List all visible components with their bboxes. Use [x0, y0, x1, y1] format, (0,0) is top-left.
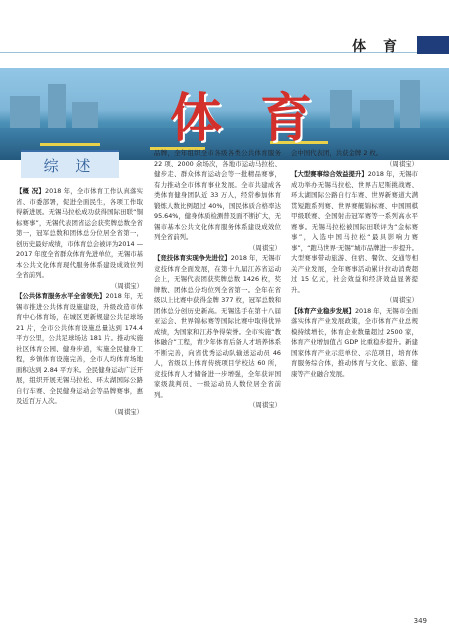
section-header-title: 体 育 — [352, 39, 403, 55]
author-signature: （周祺宝） — [386, 296, 418, 304]
paragraph-text: 2018 年，无锡市推进公共体育设施建设，升级改造市体育中心体育场，在城区更新规建公共足球场 21 片，全市公共体育设施总量达到 174.4 平方公里，公共足球场达 181 片。推动实施社区体育公园、健身步道，实施全民健身工程，乡镇体育设施完善，全市人均体育场地面积达到 2.84 平方米。全民健身运动广泛开展，组织开展无锡马拉松、环太湖国际公路自行车赛、全民健身运动会等品牌赛事，惠及近百万人次。 — [16, 292, 144, 405]
article-paragraph — [291, 169, 418, 306]
paragraph-heading: 【大型赛事综合效益提升】 — [291, 170, 368, 178]
article-paragraph — [16, 186, 143, 291]
article-paragraph — [291, 148, 418, 169]
paragraph-text: 会中国代表团，共获金牌 2 枚。 — [291, 149, 383, 157]
text-column-1 — [16, 186, 143, 417]
skyline-building — [360, 100, 394, 130]
summary-heading: 综 述 — [43, 157, 97, 175]
article-paragraph — [154, 253, 281, 411]
paragraph-text: 2018 年，全市体育工作认真落实省、市委部署，促进全面民生，各项工作取得新进展。无锡马拉松成功获得国际田联“铜标赛事”，无锡代表团省运会获奖牌总数全省第一，冠军总数和团体总分位居全省第一，创历史最好成绩，市体育总会被评为2014 — 2017 年度全省群众体育先进单位，无锡市基本公共文化体育现代服务体系建设成效位列全省前列。 — [16, 187, 143, 279]
hero-title: 体 育 — [170, 88, 323, 149]
page-number: 349 — [413, 617, 427, 625]
author-signature: （周祺宝） — [249, 243, 281, 252]
article-paragraph — [291, 306, 418, 380]
text-column-2 — [154, 148, 281, 411]
skyline-building — [400, 80, 420, 130]
paragraph-heading: 【体育产业稳步发展】 — [291, 306, 355, 315]
skyline-building — [10, 96, 40, 130]
hero-photo — [0, 68, 449, 160]
header-color-tab — [417, 36, 449, 54]
rowing-boat — [40, 143, 100, 146]
author-signature: （周祺宝） — [249, 401, 281, 409]
skyline-building — [330, 90, 352, 130]
summary-heading-box — [21, 150, 119, 178]
paragraph-text: 2018 年，无锡市竞技体育全面发展，在第十九届江苏省运动会上，无锡代表团获奖牌总数 1426 枚，奖牌数、团体总分均位列全省第一。全年在省级以上比赛中获得金牌 377 枚，冠军总数和团体总分创历史新高。无锡选手在第十八届亚运会、世界锦标赛等国际比赛中取得优异成绩，为国家和江苏争得荣誉。全市实施“教体融合”工程，青少年体育后备人才培养体系不断完善，向省优秀运动队输送运动员 46 人，省级以上体育传统项目学校达 60 所，竞技体育人才储备进一步增强，全年获评国家级裁判员、一级运动员人数位居全省前列。 — [154, 254, 282, 399]
skyline-building — [48, 84, 66, 130]
paragraph-heading: 【竞技体育实现争先进位】 — [154, 254, 231, 262]
paragraph-text: 品牌，全年组织全市各级各类公共体育服务 22 项、2000 余场次，各地市运动马拉松、健步走、群众体育运动会等一批精品赛事，有力推动全市体育事业发展。全市共建成各类体育健身团队近 33 万人，经常参加体育锻炼人数比例超过 40%，国民体质合格率达 95.64%，健身体质检测普及面不断扩大，无锡市基本公共文化体育服务体系建设成效位列全省前列。 — [154, 149, 281, 241]
skyline-building — [72, 102, 98, 130]
paragraph-heading: 【概 况】 — [16, 187, 46, 195]
author-signature: （周祺宝） — [111, 407, 143, 416]
paragraph-text: 2018 年，无锡市成功举办无锡马拉松、世界吉尼斯挑战赛、环太湖国际公路自行车赛、世界新赛道大满贯短跑系列赛、世界赛艇锦标赛、中国围棋甲级联赛、全国射击冠军赛等一系列高水平赛事。无锡马拉松被国际田联评为“金标赛事”，入选中国马拉松“最具影响力赛事”，“跑马世界·无锡”城市品牌进一步提升。大型赛事带动旅游、住宿、餐饮、交通等相关产业发展，全年赛事活动累计拉动消费超过 15 亿元，社会效益和经济效益显著提升。 — [291, 170, 419, 294]
text-column-3 — [291, 148, 418, 379]
paragraph-text: 2018 年，无锡市全面落实体育产业发展政策，全市体育产业总规模持续增长，体育企业数量超过 2500 家，体育产业增加值占 GDP 比重稳步提升。新建国家体育产业示范单位、示范项目，培育体育服务综合体，推动体育与文化、旅游、健康等产业融合发展。 — [291, 306, 419, 378]
article-paragraph — [16, 291, 143, 417]
paragraph-heading: 【公共体育服务水平全省领先】 — [16, 292, 106, 300]
author-signature: （周祺宝） — [111, 281, 143, 290]
author-signature: （周祺宝） — [386, 159, 418, 168]
article-paragraph — [154, 148, 281, 253]
